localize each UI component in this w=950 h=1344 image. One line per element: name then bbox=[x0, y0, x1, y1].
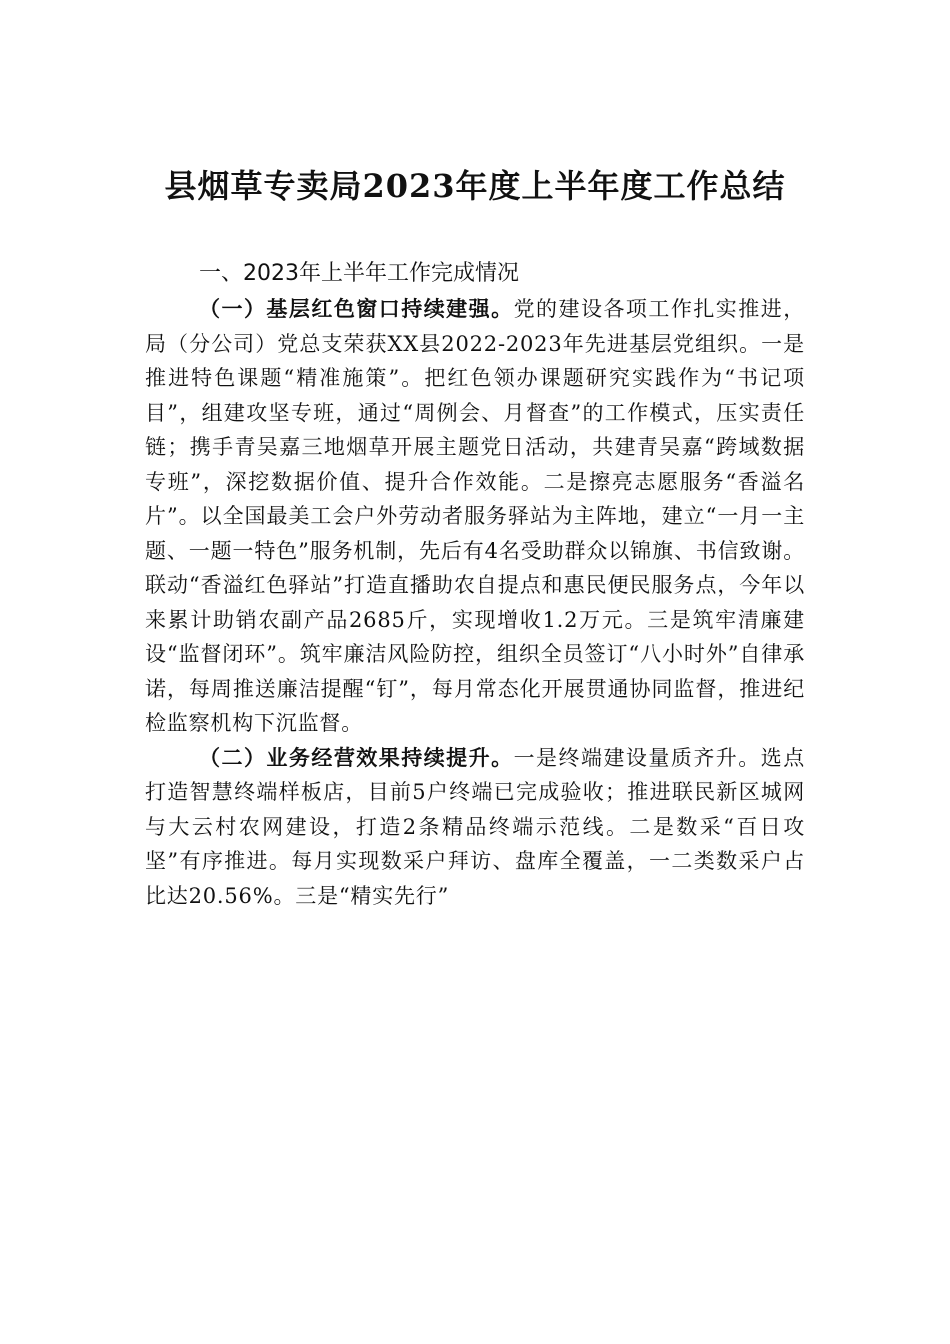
paragraph-party-building bbox=[145, 292, 805, 741]
section-heading: 一、2023年上半年工作完成情况 bbox=[199, 261, 519, 286]
paragraph-lead: （一）基层红色窗口持续建强。 bbox=[199, 296, 514, 321]
document-body bbox=[145, 256, 805, 913]
paragraph-text: 一是终端建设量质齐升。选点打造智慧终端样板店，目前5户终端已完成验收；推进联民新区城网与大云村农网建设，打造2条精品终端示范线。二是数采“百日攻坚”有序推进。每月实现数采户拜访、盘库全覆盖，一二类数采户占比达20.56%。三是“精实先行” bbox=[145, 745, 806, 908]
document-title: 县烟草专卖局2023年度上半年度工作总结 bbox=[164, 167, 786, 205]
paragraph-lead: （二）业务经营效果持续提升。 bbox=[199, 744, 514, 770]
paragraph-business-operations bbox=[145, 741, 805, 914]
paragraph-text: 党的建设各项工作扎实推进，局（分公司）党总支荣获XX县2022-2023年先进基层党组织。一是推进特色课题“精准施策”。把红色领办课题研究实践作为“书记项目”，组建攻坚专班，通过“周例会、月督查”的工作模式，压实责任链；携手青吴嘉三地烟草开展主题党日活动，共建青吴嘉“跨域数据专班”，深挖数据价值、提升合作效能。二是擦亮志愿服务“香溢名片”。以全国最美工会户外劳动者服务驿站为主阵地，建立“一月一主题、一题一特色”服务机制，先后有4名受助群众以锦旗、书信致谢。联动“香溢红色驿站”打造直播助农自提点和惠民便民服务点，今年以来累计助销农副产品2685斤，实现增收1.2万元。三是筑牢清廉建设“监督闭环”。筑牢廉洁风险防控，组织全员签订“八小时外”自律承诺，每周推送廉洁提醒“钉”，每月常态化开展贯通协同监督，推进纪检监察机构下沉监督。 bbox=[145, 297, 806, 735]
